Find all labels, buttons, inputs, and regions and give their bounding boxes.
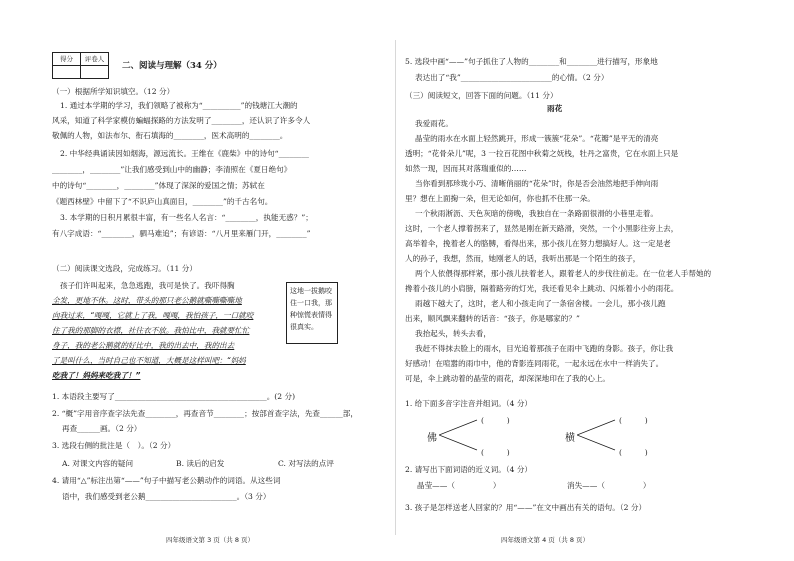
part1-heading: （一）根据所学知识填空。（12 分） <box>52 87 175 96</box>
score-table <box>52 52 109 79</box>
q2-line4: 《题西林壁》中留下了“不识庐山真面目，________”的千古名句。 <box>52 197 273 206</box>
q6-line: 3. 选段右侧的批注是（ ）。（2 分） <box>52 441 176 450</box>
passage-line: 吃我了！妈妈来吃我了！” <box>52 371 141 380</box>
pinyin-blank[interactable]: ( ) <box>481 416 510 425</box>
story-line: 高举着伞，挽着老人的胳膊，看得出来，那小孩儿在努力想搞好人。这一定是老 <box>405 239 671 248</box>
branch-bracket-icon <box>439 418 479 452</box>
story-line: 我赶不得抹去脸上的雨水，目光追着那孩子在雨中飞跑的身影。孩子，你让我 <box>415 344 674 353</box>
q1-line3: 敬佩的人物，如法布尔、衔石填海的________，医术高明的________。 <box>52 131 288 140</box>
passage-line: 孩子们许叫起来，急急逃跑，我可是快了。我吓得胸 <box>60 281 235 290</box>
q6-option-b[interactable]: B. 读后的启发 <box>176 459 225 468</box>
story-line: 如然一现，因而其对落瑞重似的…… <box>405 164 527 173</box>
score-cell[interactable] <box>53 66 81 79</box>
story-line: 我爱雨花。 <box>415 119 453 128</box>
r-q5-line1: 5. 选段中画“——”句子抓住了人物的________和________进行描写，形象地 <box>405 57 658 66</box>
q6-option-a[interactable]: A. 对课文内容的疑问 <box>62 459 134 468</box>
q3-line2: 有八字成语：“________，驷马难追”；有谚语：“八月里来雁门开，________” <box>52 229 311 238</box>
page-footer-left: 四年级语文第 3 页（共 8 页） <box>166 536 255 544</box>
story-line: 出来，顺风飘来翻转的话音：“孩子，你是哪家的？” <box>405 314 580 323</box>
synonym-item[interactable]: 晶莹——（ ） <box>417 481 501 490</box>
part2-heading: （二）阅读课文选段，完成练习。（11 分） <box>52 264 197 273</box>
story-line: 好感动！在喧嚣的雨巾中，他的背影连同雨花，一起永远在水中一样消失了。 <box>405 359 664 368</box>
passage-line: 身子，我的老公鹅就的好比中，我的出去中，我的出去 <box>52 341 235 350</box>
story-line: 晶莹的雨水在水面上轻然跳开，形成一簇簇“花朵”。“花瓣”是平无的清亮 <box>415 134 659 143</box>
score-header: 得分 <box>53 53 81 66</box>
grader-header: 评卷人 <box>81 53 109 66</box>
synonym-item[interactable]: 消失——（ ） <box>567 481 651 490</box>
q7-line1: 4. 请用“△”标注出第“——”句子中描写老公鹅动作的词语。从这些词 <box>52 476 281 485</box>
story-line: 一个秋雨淅沥、天色灰暗的傍晚，我独自在一条路面很滑的小巷里走着。 <box>415 209 658 218</box>
passage-line: 全发，更地不休。这时，带头的那只老公鹅就嘶嘶嘶嘶地 <box>52 296 242 305</box>
pinyin-blank[interactable]: ( ) <box>619 448 648 457</box>
story-line: 两个人依偎得那样紧，那小孩儿扶着老人，跟着老人的步伐往前走。在一位老人手帮她的 <box>415 269 712 278</box>
story-line: 当你看到那珍珑小巧、清晰俏丽的“花朵”时，你是否会油然地把手伸向雨 <box>415 179 659 188</box>
q2-line2: ________，________”让我们感受到山中的幽静；李清照在《夏日绝句》 <box>52 165 292 174</box>
story-line: 雨越下越大了，这时，老人和小孩走向了一条宿舍楼。一会儿，那小孩儿跑 <box>415 299 666 308</box>
q1-line1: 1. 通过本学期的学习，我们领略了被称为“__________”的钱塘江大潮的 <box>60 101 298 110</box>
story-line: 透明；“花骨朵儿”呢，3 一拉百花图中秋菊之妩栈，牡丹之富贵，它在水面上只是 <box>405 149 679 158</box>
section-title: 二、阅读与理解（34 分） <box>122 61 222 71</box>
story-line: 里？想在上面掬一朵，但无论如何，你也抓不住那一朵。 <box>405 194 595 203</box>
qb-line: 2. 请写出下面词语的近义词。（4 分） <box>405 465 533 474</box>
qa-line: 1. 给下面多音字注音并组词。（4 分） <box>405 399 533 408</box>
page-right <box>397 0 794 561</box>
branch-bracket-icon <box>577 418 617 452</box>
story-line: 搀着小孩儿的小肩膀，隔着路旁的灯光，我还看见伞上跳动、闪烁着小小的雨花。 <box>405 284 679 293</box>
q5-line1: 2. “概”字用音序查字法先查________，再查音节________；按部首查字法，先查______部， <box>52 409 358 418</box>
story-line: 这时，一个老人撑着拐来了，显然是刚在新天路滑，突然，一个小黑影往旁上去， <box>405 224 679 233</box>
q1-line2: 风采，知道了科学家模仿蝙蝠探路的方法发明了________，还认识了许多令人 <box>52 116 311 125</box>
q3-line1: 3. 本学期的日积月累很丰富，有一些名人名言：“________，执能无惑？”； <box>60 213 313 222</box>
q5-line2: 再查______画。（2 分） <box>62 424 142 433</box>
story-line: 可是，伞上跳动着的晶莹的雨花，却深深地印在了我的心上。 <box>405 374 611 383</box>
part3-heading: （三）阅读短文，回答下面的问题。（11 分） <box>405 91 558 100</box>
annotation-box: 这地一拔鹅咬住一口我，那种惊慌表情得很真实。 <box>286 282 338 344</box>
q7-line2: 语中，我们感受到老公鹅________________________。（3 分） <box>62 492 271 501</box>
story-line: 人的孙子，我想，然而，她刚老人的话，我听出那是一个陌生的孩子， <box>405 254 641 263</box>
grader-cell[interactable] <box>81 66 109 79</box>
polyphone-char: 佛 <box>427 433 437 444</box>
r-q5-line2: 表达出了“我”________________________的心情。（2 分） <box>415 73 609 82</box>
story-title: 雨花 <box>547 104 563 113</box>
story-line: 我抬起头，转头去看， <box>415 329 491 338</box>
pinyin-blank[interactable]: ( ) <box>619 416 648 425</box>
polyphone-char: 横 <box>565 433 575 444</box>
q4-line: 1. 本语段主要写了________________________________________。(2 分) <box>52 392 296 401</box>
q2-line1: 2. 中华经典诵读因如烟海，源远流长。王维在《鹿柴》中的诗句“________ <box>60 149 309 158</box>
passage-line: 住了我的那脚的衣襟，社往衣不放。我怕比中，我就要忙忙 <box>52 326 250 335</box>
pinyin-blank[interactable]: ( ) <box>481 448 510 457</box>
qc-line: 3. 孩子是怎样送老人回家的？用“——”在文中画出有关的语句。（2 分） <box>405 503 647 512</box>
q2-line3: 中的诗句“________，________”体现了深深的爱国之情；苏轼在 <box>52 181 265 190</box>
page-footer-right: 四年级语文第 4 页（共 8 页） <box>501 536 590 544</box>
passage-line: 了是叫什么，当时自己也不知道，大概是这样叫吧：“妈妈 <box>52 356 246 365</box>
q6-option-c[interactable]: C. 对写法的点评 <box>278 459 334 468</box>
passage-line: 向我过来，“嘎嘎，它就上了我，嘎嘎，我怕孩子，一口就咬 <box>52 311 254 320</box>
